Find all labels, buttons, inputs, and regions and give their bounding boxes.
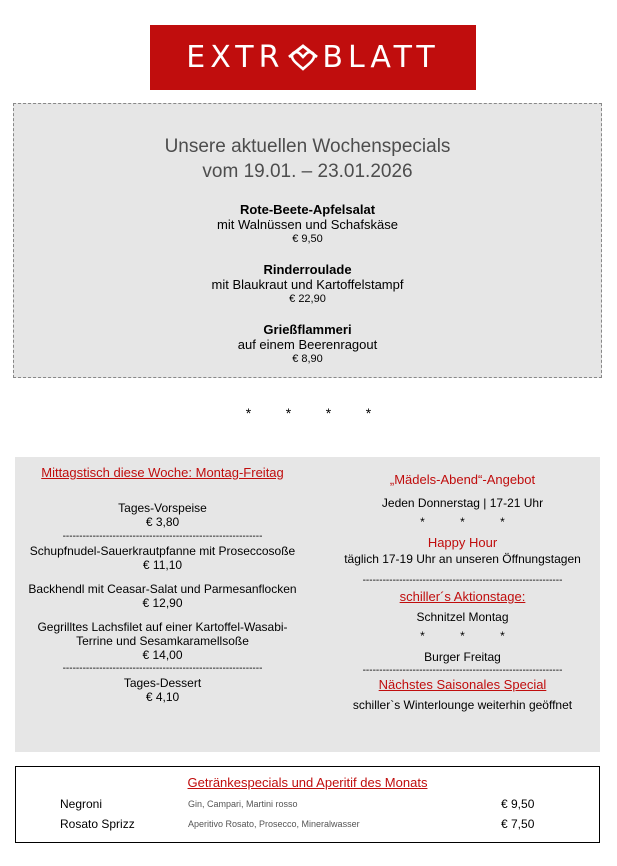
drinks-panel	[15, 766, 600, 843]
star: *	[325, 405, 332, 421]
dish-description: mit Walnüssen und Schafskäse	[217, 217, 398, 232]
star-divider	[0, 405, 617, 421]
star: *	[245, 405, 252, 421]
dish-name: Grießflammeri	[263, 322, 352, 337]
action-day: Burger Freitag	[424, 650, 501, 664]
dessert-price: € 4,10	[145, 690, 180, 704]
starter-price: € 3,80	[145, 515, 180, 529]
dish-price: € 22,90	[289, 293, 326, 305]
drink-description: Gin, Campari, Martini rosso	[188, 799, 298, 809]
dash-divider: ------------------------------------------------------------	[362, 575, 563, 586]
star: *	[420, 515, 425, 529]
star: *	[500, 629, 505, 643]
lunch-item-name: Schupfnudel-Sauerkrautpfanne mit Proseccosoße	[29, 544, 296, 558]
special-dish	[14, 202, 601, 247]
lunch-heading: Mittagstisch diese Woche: Montag-Freitag	[41, 465, 284, 480]
dish-name: Rinderroulade	[263, 262, 352, 277]
small-star-divider	[325, 629, 600, 643]
dish-description: mit Blaukraut und Kartoffelstampf	[211, 277, 404, 292]
specials-heading-line2: vom 19.01. – 23.01.2026	[202, 161, 413, 182]
drinks-title: Getränkespecials und Aperitif des Monats	[187, 775, 428, 790]
small-star-divider	[325, 515, 600, 529]
logo-text-right: BLATT	[322, 40, 440, 75]
logo-wordmark	[186, 40, 439, 75]
drink-description: Aperitivo Rosato, Prosecco, Mineralwasser	[188, 819, 360, 829]
happy-hour-heading: Happy Hour	[427, 535, 498, 550]
drink-row	[16, 817, 599, 833]
specials-heading-line1: Unsere aktuellen Wochenspecials	[164, 136, 451, 157]
star: *	[460, 515, 465, 529]
lunch-column	[15, 457, 310, 704]
special-dish	[14, 322, 601, 367]
weekly-specials-panel	[13, 103, 602, 378]
seasonal-text: schiller`s Winterlounge weiterhin geöffnet	[352, 698, 573, 712]
dessert-label: Tages-Dessert	[123, 676, 202, 690]
lunch-item-name-cont: Terrine und Sesamkaramellsoße	[76, 634, 249, 648]
drink-row	[16, 797, 599, 813]
star: *	[365, 405, 372, 421]
star: *	[285, 405, 292, 421]
star: *	[460, 629, 465, 643]
special-dish	[14, 262, 601, 307]
lunch-item-name: Gegrilltes Lachsfilet auf einer Kartoffel-Wasabi-	[37, 620, 288, 634]
lunch-item-price: € 11,10	[142, 558, 183, 572]
action-day: Schnitzel Montag	[416, 610, 509, 624]
dish-price: € 8,90	[292, 353, 323, 365]
dish-price: € 9,50	[292, 233, 323, 245]
ladies-night-text: Jeden Donnerstag | 17-21 Uhr	[381, 496, 544, 510]
drink-name: Rosato Sprizz	[60, 817, 135, 831]
logo-text-left: EXTR	[186, 40, 285, 75]
happy-hour-text: täglich 17-19 Uhr an unseren Öffnungstagen	[344, 552, 581, 566]
dish-name: Rote-Beete-Apfelsalat	[239, 202, 376, 217]
offers-panel	[15, 457, 600, 752]
specials-heading	[14, 134, 601, 184]
star: *	[420, 629, 425, 643]
action-days-heading: schiller´s Aktionstage:	[399, 589, 526, 604]
starter-label: Tages-Vorspeise	[118, 501, 207, 515]
dash-divider: ------------------------------------------------------------	[62, 531, 263, 542]
ladies-night-heading: „Mädels-Abend“-Angebot	[389, 472, 536, 487]
lunch-item-name: Backhendl mit Ceasar-Salat und Parmesanflocken	[28, 582, 297, 596]
drink-price: € 7,50	[501, 817, 535, 831]
brand-logo	[150, 25, 476, 90]
dash-divider: ------------------------------------------------------------	[362, 665, 563, 676]
dash-divider: ------------------------------------------------------------	[62, 663, 263, 674]
lunch-item-price: € 12,90	[142, 596, 183, 610]
dish-description: auf einem Beerenragout	[237, 337, 378, 352]
star: *	[500, 515, 505, 529]
offers-column	[325, 457, 600, 712]
drink-price: € 9,50	[501, 797, 535, 811]
drink-name: Negroni	[60, 797, 103, 811]
lunch-item-price: € 14,00	[142, 648, 183, 662]
house-heart-icon	[286, 43, 320, 73]
seasonal-heading: Nächstes Saisonales Special	[378, 677, 547, 692]
